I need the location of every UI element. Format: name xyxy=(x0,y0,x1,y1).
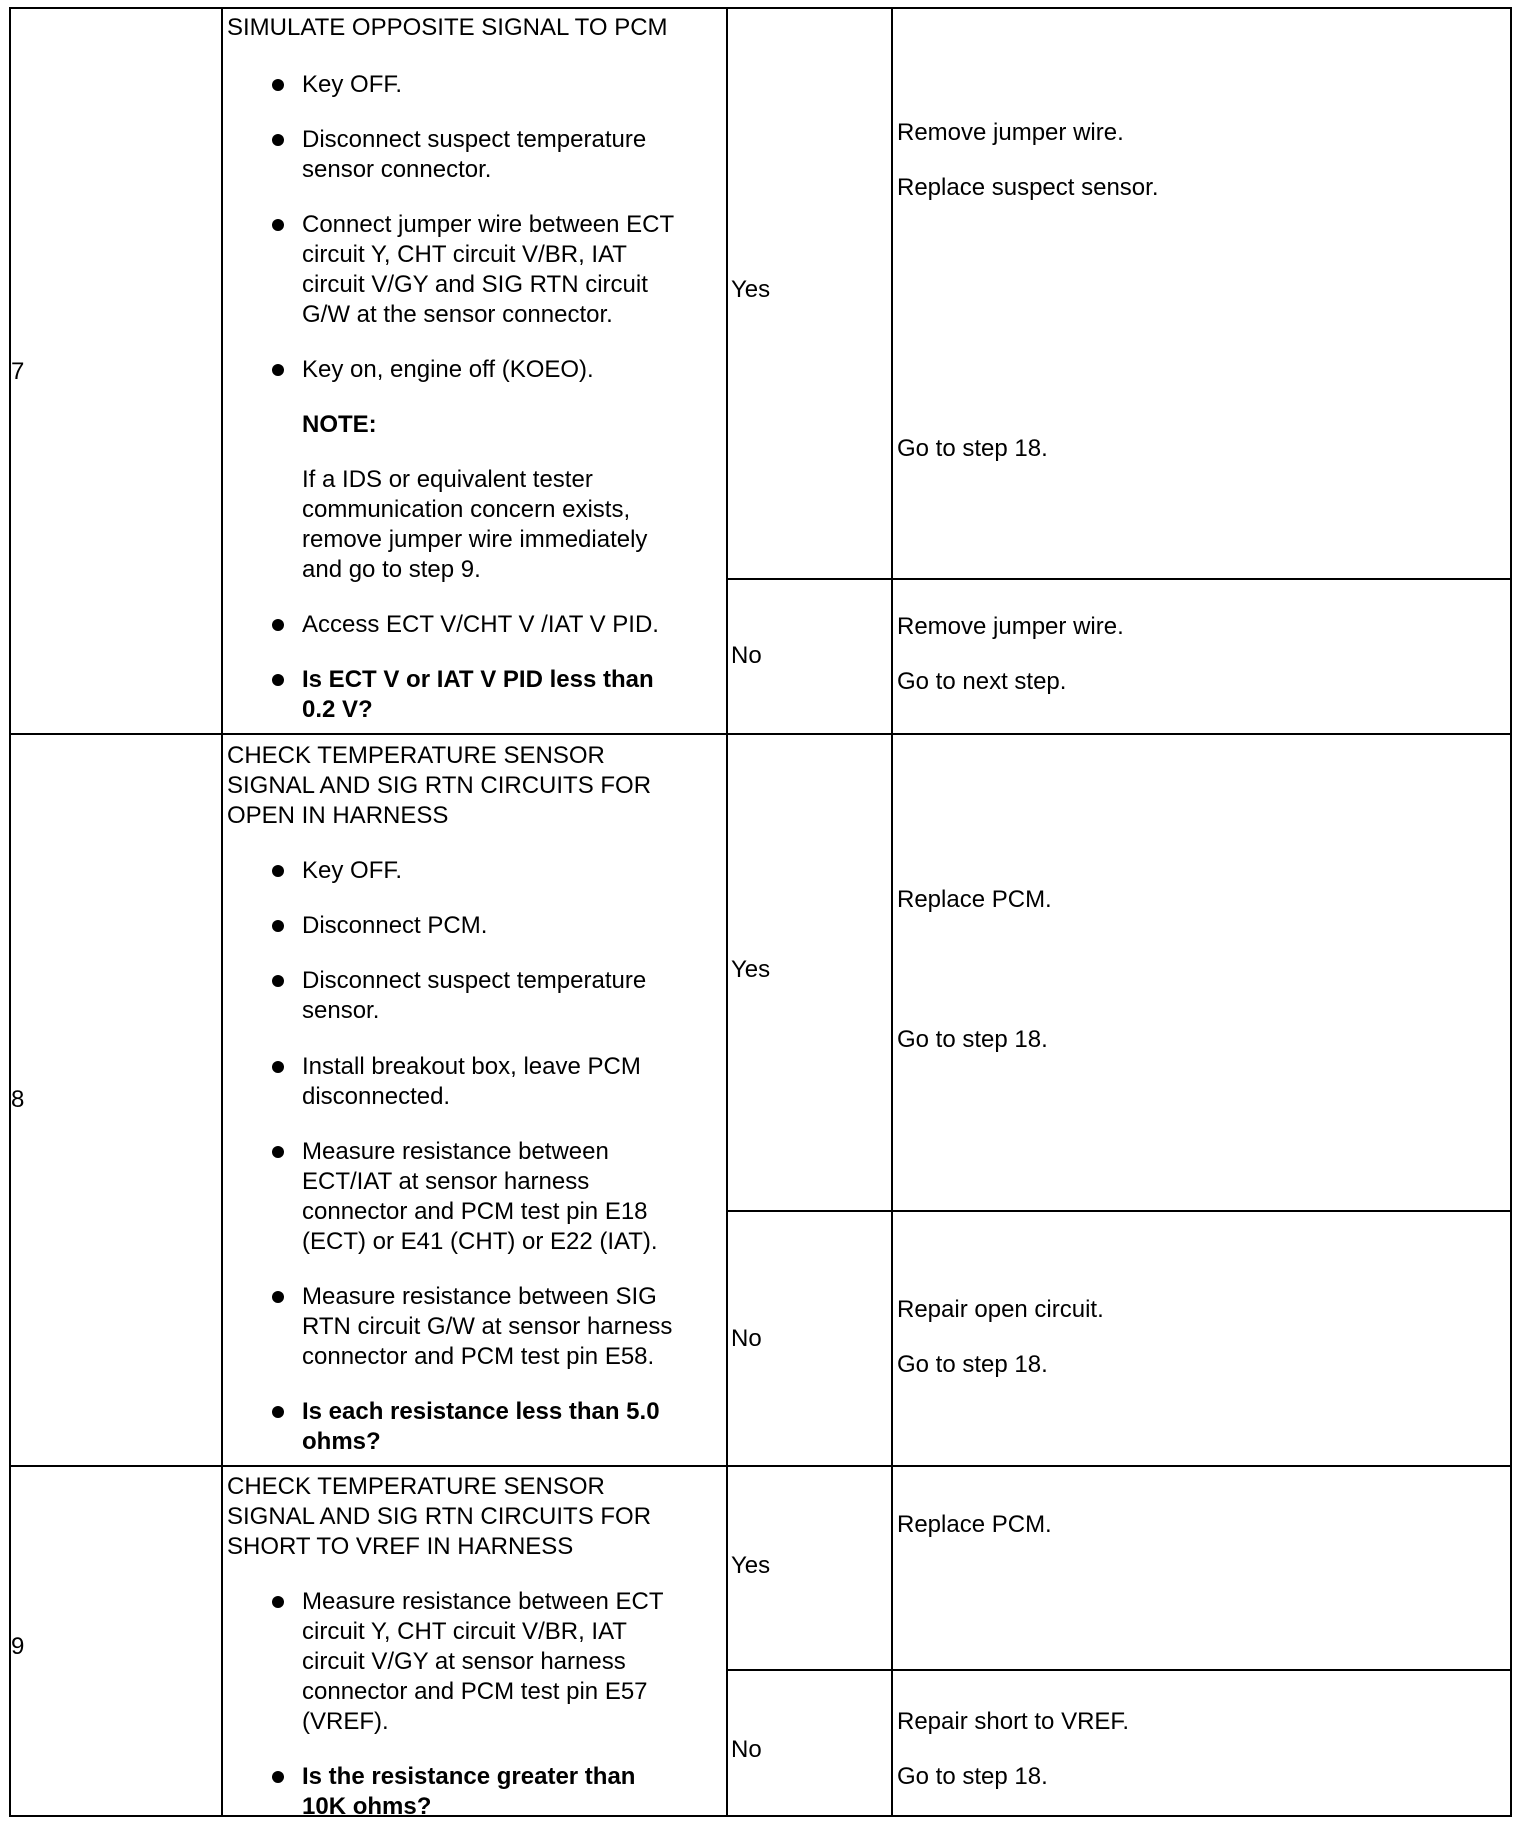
bullet-text: RTN circuit G/W at sensor harness xyxy=(302,1313,673,1340)
bullet-icon xyxy=(272,1146,284,1158)
column-divider-action xyxy=(726,7,728,1817)
bullet-question: 10K ohms? xyxy=(302,1793,432,1820)
step-title: SIGNAL AND SIG RTN CIRCUITS FOR xyxy=(227,772,652,799)
no-label: No xyxy=(731,642,762,669)
bullet-text: Disconnect suspect temperature xyxy=(302,967,647,994)
yes-action: Remove jumper wire. xyxy=(897,119,1124,146)
yes-no-divider-9 xyxy=(726,1669,1512,1671)
bullet-text: Key OFF. xyxy=(302,71,403,98)
bullet-text: (VREF). xyxy=(302,1708,389,1735)
bullet-icon xyxy=(272,865,284,877)
bullet-icon xyxy=(272,134,284,146)
bullet-icon xyxy=(272,619,284,631)
bullet-text: circuit V/GY at sensor harness xyxy=(302,1648,626,1675)
step-title: CHECK TEMPERATURE SENSOR xyxy=(227,1473,605,1500)
no-action: Repair short to VREF. xyxy=(897,1708,1130,1735)
yes-action: Go to step 18. xyxy=(897,1026,1048,1053)
bullet-icon xyxy=(272,975,284,987)
no-action: Remove jumper wire. xyxy=(897,613,1124,640)
no-label: No xyxy=(731,1736,762,1763)
bullet-icon xyxy=(272,674,284,686)
step-number: 8 xyxy=(11,1086,25,1113)
bullet-text: disconnected. xyxy=(302,1083,451,1110)
note-text: communication concern exists, xyxy=(302,496,631,523)
bullet-text: circuit V/GY and SIG RTN circuit xyxy=(302,271,648,298)
bullet-icon xyxy=(272,364,284,376)
bullet-text: circuit Y, CHT circuit V/BR, IAT xyxy=(302,1618,627,1645)
step-title: SHORT TO VREF IN HARNESS xyxy=(227,1533,574,1560)
bullet-text: Key on, engine off (KOEO). xyxy=(302,356,594,383)
table-border-top xyxy=(9,7,1512,9)
yes-action: Replace suspect sensor. xyxy=(897,174,1159,201)
bullet-text: Connect jumper wire between ECT xyxy=(302,211,675,238)
bullet-text: Key OFF. xyxy=(302,857,403,884)
yes-action: Replace PCM. xyxy=(897,1511,1052,1538)
no-action: Go to step 18. xyxy=(897,1351,1048,1378)
bullet-text: Measure resistance between SIG xyxy=(302,1283,657,1310)
step-title: SIMULATE OPPOSITE SIGNAL TO PCM xyxy=(227,14,668,41)
bullet-question: ohms? xyxy=(302,1428,381,1455)
step-title: OPEN IN HARNESS xyxy=(227,802,449,829)
note-text: and go to step 9. xyxy=(302,556,481,583)
bullet-question: Is the resistance greater than xyxy=(302,1763,636,1790)
bullet-icon xyxy=(272,79,284,91)
yes-action: Go to step 18. xyxy=(897,435,1048,462)
yes-action: Replace PCM. xyxy=(897,886,1052,913)
note-label: NOTE: xyxy=(302,411,377,438)
bullet-text: Access ECT V/CHT V /IAT V PID. xyxy=(302,611,659,638)
row-divider-7-8 xyxy=(9,733,1512,735)
no-action: Go to next step. xyxy=(897,668,1067,695)
bullet-text: Measure resistance between xyxy=(302,1138,609,1165)
note-text: remove jumper wire immediately xyxy=(302,526,648,553)
bullet-text: sensor connector. xyxy=(302,156,492,183)
table-border-bottom xyxy=(9,1815,1512,1817)
yes-label: Yes xyxy=(731,1552,771,1579)
bullet-icon xyxy=(272,1291,284,1303)
no-action: Go to step 18. xyxy=(897,1763,1048,1790)
bullet-text: Disconnect PCM. xyxy=(302,912,488,939)
bullet-text: ECT/IAT at sensor harness xyxy=(302,1168,590,1195)
step-number: 9 xyxy=(11,1633,25,1660)
note-text: If a IDS or equivalent tester xyxy=(302,466,593,493)
table-border-right xyxy=(1510,7,1512,1817)
bullet-icon xyxy=(272,920,284,932)
bullet-icon xyxy=(272,1406,284,1418)
step-title: CHECK TEMPERATURE SENSOR xyxy=(227,742,605,769)
column-divider-step xyxy=(221,7,223,1817)
bullet-icon xyxy=(272,1061,284,1073)
bullet-text: connector and PCM test pin E58. xyxy=(302,1343,655,1370)
no-action: Repair open circuit. xyxy=(897,1296,1104,1323)
bullet-question: Is each resistance less than 5.0 xyxy=(302,1398,660,1425)
yes-label: Yes xyxy=(731,956,771,983)
bullet-text: Measure resistance between ECT xyxy=(302,1588,664,1615)
bullet-text: connector and PCM test pin E18 xyxy=(302,1198,648,1225)
step-number: 7 xyxy=(11,358,25,385)
bullet-icon xyxy=(272,1596,284,1608)
bullet-text: connector and PCM test pin E57 xyxy=(302,1678,648,1705)
bullet-question: 0.2 V? xyxy=(302,696,373,723)
bullet-text: sensor. xyxy=(302,997,380,1024)
row-divider-8-9 xyxy=(9,1465,1512,1467)
bullet-icon xyxy=(272,219,284,231)
bullet-question: Is ECT V or IAT V PID less than xyxy=(302,666,654,693)
yes-no-divider-7 xyxy=(726,578,1512,580)
bullet-text: circuit Y, CHT circuit V/BR, IAT xyxy=(302,241,627,268)
yes-no-divider-8 xyxy=(726,1210,1512,1212)
no-label: No xyxy=(731,1325,762,1352)
yes-label: Yes xyxy=(731,276,771,303)
bullet-text: Install breakout box, leave PCM xyxy=(302,1053,641,1080)
bullet-text: (ECT) or E41 (CHT) or E22 (IAT). xyxy=(302,1228,658,1255)
column-divider-result xyxy=(891,7,893,1817)
bullet-icon xyxy=(272,1771,284,1783)
bullet-text: G/W at the sensor connector. xyxy=(302,301,613,328)
table-border-left xyxy=(9,7,11,1817)
step-title: SIGNAL AND SIG RTN CIRCUITS FOR xyxy=(227,1503,652,1530)
bullet-text: Disconnect suspect temperature xyxy=(302,126,647,153)
